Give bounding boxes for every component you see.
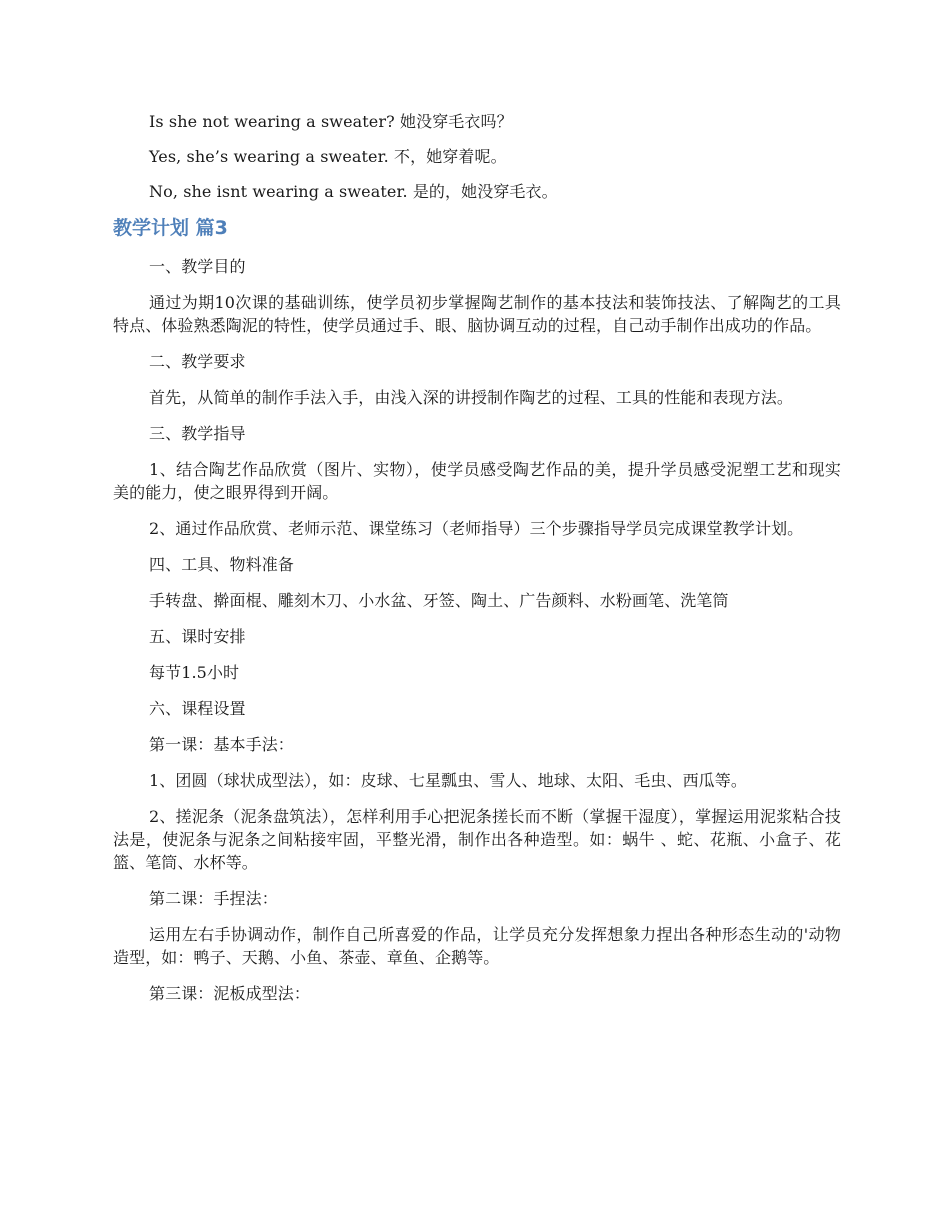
paragraph: 第一课：基本手法：: [149, 735, 294, 754]
paragraph: 四、工具、物料准备: [149, 555, 294, 574]
paragraph: 通过为期10次课的基础训练，使学员初步掌握陶艺制作的基本技法和装饰技法、了解陶艺的工具特点、体验熟悉陶泥的特性，使学员通过手、眼、脑协调互动的过程，自己动手制作出成功的作品。: [113, 293, 841, 335]
paragraph: 三、教学指导: [149, 424, 246, 443]
paragraph: 首先，从简单的制作手法入手，由浅入深的讲授制作陶艺的过程、工具的性能和表现方法。: [149, 388, 794, 407]
paragraph: 第二课：手捏法：: [149, 889, 278, 908]
intro-line: No, she isnt wearing a sweater. 是的，她没穿毛衣。: [149, 182, 558, 201]
paragraph: 每节1.5小时: [149, 663, 240, 682]
paragraph: 六、课程设置: [149, 699, 246, 718]
paragraph: 一、教学目的: [149, 257, 246, 276]
section-heading: 教学计划 篇3: [113, 217, 228, 239]
paragraph: 2、搓泥条（泥条盘筑法），怎样利用手心把泥条搓长而不断（掌握干湿度），掌握运用泥浆粘合技法是，使泥条与泥条之间粘接牢固，平整光滑，制作出各种造型。如：蜗牛 、蛇、花瓶、小盒子、花篮、笔筒、水杯等。: [113, 807, 841, 872]
paragraph: 手转盘、擀面棍、雕刻木刀、小水盆、牙签、陶土、广告颜料、水粉画笔、洗笔筒: [149, 591, 729, 610]
document-body: [113, 110, 841, 1018]
paragraph: 1、团圆（球状成型法），如：皮球、七星瓢虫、雪人、地球、太阳、毛虫、西瓜等。: [149, 771, 747, 790]
paragraph: 五、课时安排: [149, 627, 246, 646]
paragraph: 运用左右手协调动作，制作自己所喜爱的作品，让学员充分发挥想象力捏出各种形态生动的'动物造型，如：鸭子、天鹅、小鱼、茶壶、章鱼、企鹅等。: [113, 925, 841, 967]
paragraph: 二、教学要求: [149, 352, 246, 371]
intro-line: Yes, she’s wearing a sweater. 不，她穿着呢。: [149, 147, 507, 166]
paragraph: 2、通过作品欣赏、老师示范、课堂练习（老师指导）三个步骤指导学员完成课堂教学计划。: [149, 519, 804, 538]
paragraph: 第三课：泥板成型法：: [149, 984, 311, 1003]
intro-line: Is she not wearing a sweater? 她没穿毛衣吗？: [149, 112, 513, 131]
paragraph: 1、结合陶艺作品欣赏（图片、实物），使学员感受陶艺作品的美，提升学员感受泥塑工艺和现实美的能力，使之眼界得到开阔。: [113, 460, 841, 502]
